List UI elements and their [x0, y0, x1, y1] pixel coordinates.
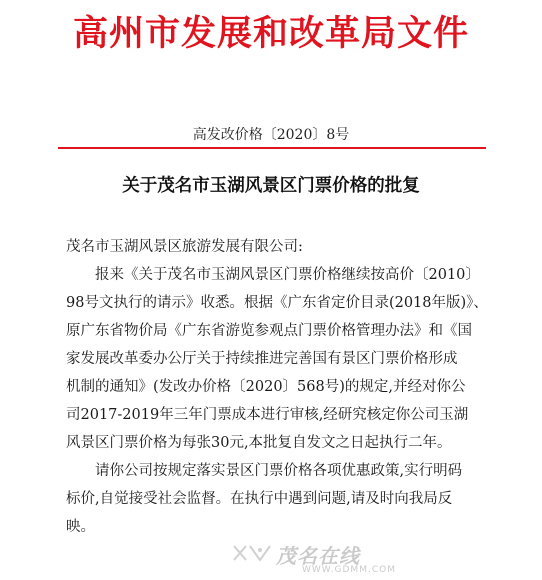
site-watermark	[232, 540, 532, 580]
red-divider-line	[58, 147, 486, 149]
issuing-authority-title: 高州市发展和改革局文件	[72, 14, 469, 54]
paragraph-1-line-6: 司2017-2019年三年门票成本进行审核,经研究核定你公司玉湖	[66, 407, 469, 423]
salutation: 茂名市玉湖风景区旅游发展有限公司:	[66, 239, 303, 255]
paragraph-1-line-2: 98号文执行的请示》收悉。根据《广东省定价目录(2018年版)》、	[66, 295, 488, 311]
paragraph-2-line-2: 标价,自觉接受社会监督。在执行中遇到问题,请及时向我局反	[66, 491, 453, 507]
watermark-url: WWW.GDMM.COM	[302, 565, 396, 575]
paragraph-2-line-1: 请你公司按规定落实景区门票价格各项优惠政策,实行明码	[95, 463, 463, 479]
watermark-brand: 茂名在线	[276, 544, 360, 568]
paragraph-1-line-4: 家发展改革委办公厅关于持续推进完善国有景区门票价格形成	[66, 351, 458, 367]
document-title: 关于茂名市玉湖风景区门票价格的批复	[122, 176, 420, 196]
watermark-logo-icon	[232, 542, 274, 564]
paragraph-1-line-3: 原广东省物价局《广东省游览参观点门票价格管理办法》和《国	[66, 323, 472, 339]
paragraph-1-line-1: 报来《关于茂名市玉湖风景区门票价格继续按高价〔2010〕	[95, 267, 480, 283]
paragraph-2-line-3: 映。	[66, 519, 95, 535]
paragraph-1-line-5: 机制的通知》(发改办价格〔2020〕568号)的规定,并经对你公	[66, 379, 466, 395]
document-number: 高发改价格〔2020〕8号	[192, 127, 350, 143]
paragraph-1-line-7: 风景区门票价格为每张30元,本批复自发文之日起执行二年。	[66, 435, 452, 451]
